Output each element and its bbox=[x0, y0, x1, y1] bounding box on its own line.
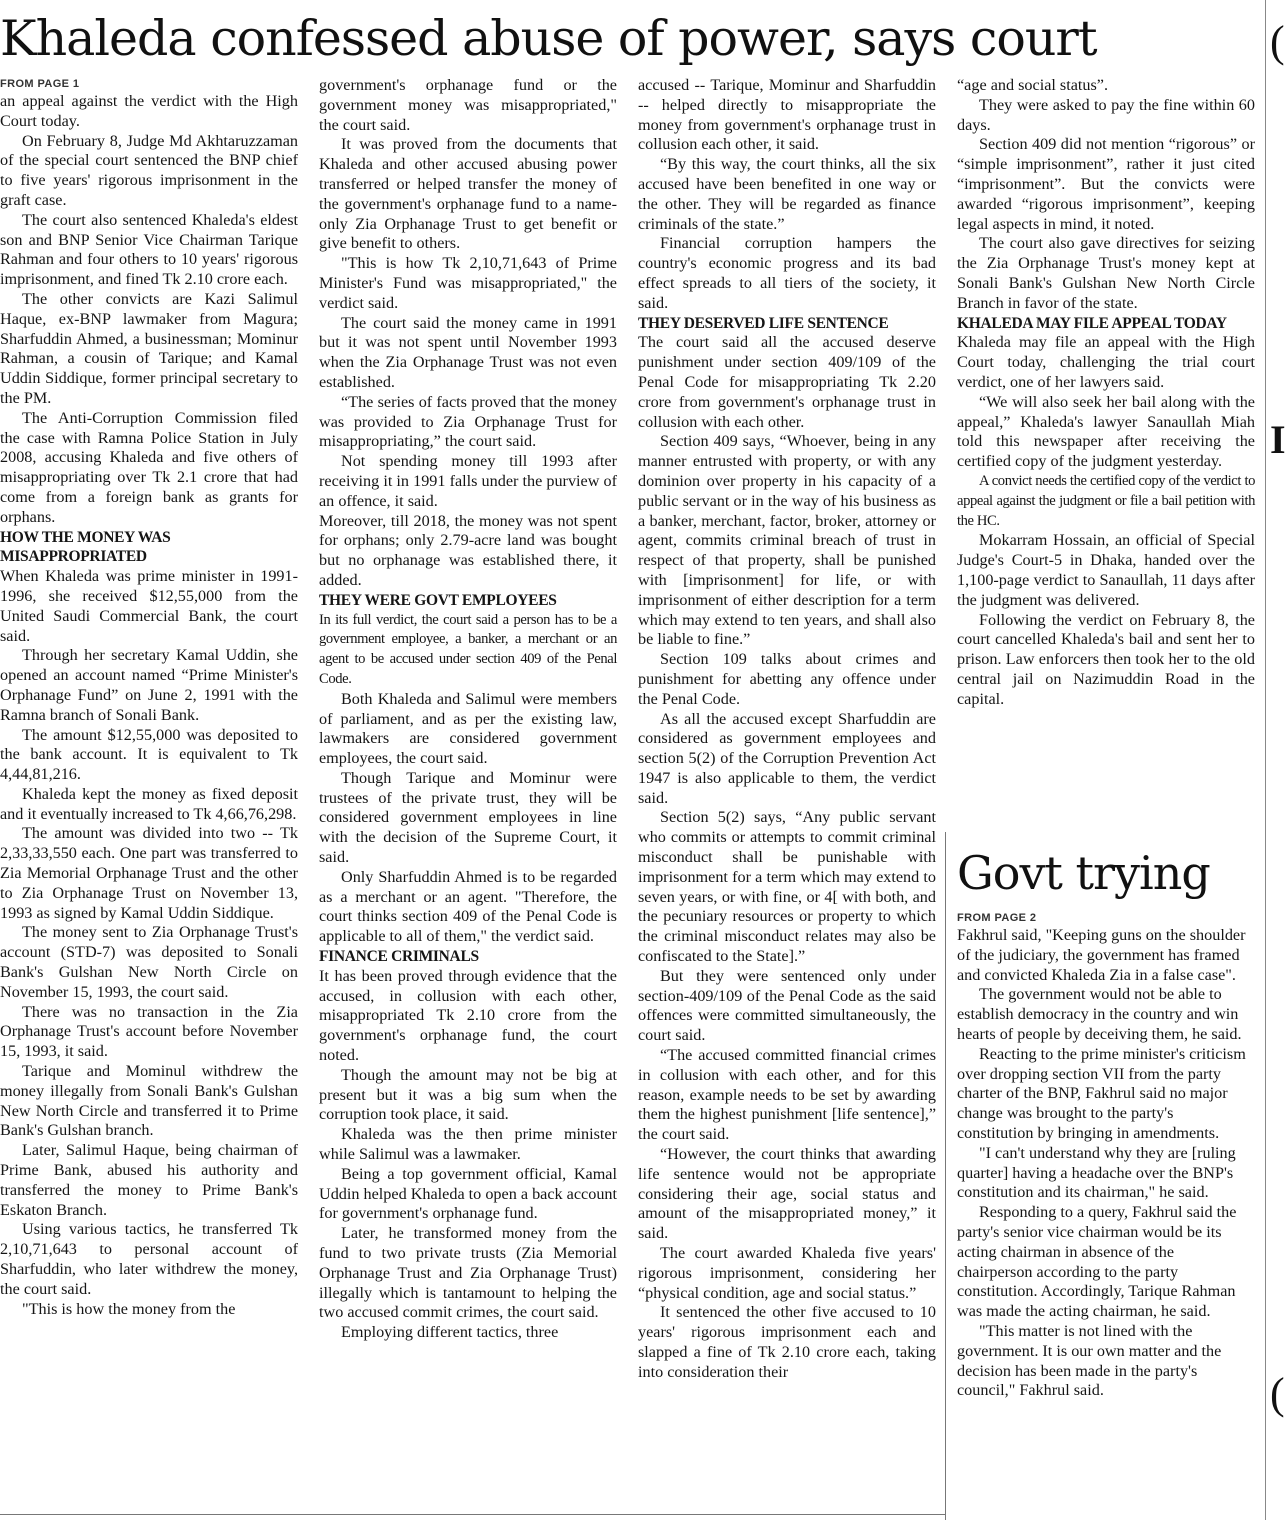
paragraph: Following the verdict on February 8, the court cancelled Khaleda's bail and sent her to prison. Law enforcers then took her to the old central jail on Nazimuddin Road in the capital. bbox=[957, 610, 1255, 708]
cropped-column-fragment: I bbox=[1270, 417, 1286, 462]
paragraph: Fakhrul said, "Keeping guns on the shoulder of the judiciary, the government has framed and convicted Khaleda Zia in a false case". bbox=[957, 926, 1246, 984]
paragraph: Khaleda was the then prime minister while Salimul was a lawmaker. bbox=[319, 1125, 617, 1164]
paragraph: The court awarded Khaleda five years' rigorous imprisonment, considering her “physical condition, age and social status.” bbox=[638, 1244, 936, 1302]
paragraph: government's orphanage fund or the government money was misappropriated," the court said. bbox=[319, 76, 617, 134]
subheading-finance-criminals: FINANCE CRIMINALS bbox=[319, 948, 479, 966]
paragraph: Though the amount may not be big at present but it was a big sum when the corruption took place, it said. bbox=[319, 1065, 617, 1124]
paragraph: The court also sentenced Khaleda's eldest son and BNP Senior Vice Chairman Tarique Rahman and four others to 10 years' rigorous imprisonment, and fined Tk 2.10 crore each. bbox=[0, 210, 298, 289]
paragraph: Later, Salimul Haque, being chairman of Prime Bank, abused his authority and transferred the money to Prime Bank's Eskaton Branch. bbox=[0, 1141, 298, 1219]
paragraph: The other convicts are Kazi Salimul Haque, ex-BNP lawmaker from Magura; Sharfuddin Ahmed, a businessman; Mominur Rahman, a cousin of Tarique; and Kamal Uddin Siddique, former principal secretary to the PM. bbox=[0, 289, 298, 407]
paragraph: Section 409 did not mention “rigorous” or “simple imprisonment”, rather it just cited “imprisonment”. But the convicts were awarded “rigorous imprisonment”, keeping legal aspects in mind, it noted. bbox=[957, 135, 1255, 233]
paragraph: Section 5(2) says, “Any public servant who commits or attempts to commit criminal misconduct shall be punishable with imprisonment for a term which may extend to seven years, or with fine, or 4[ with both, and the pecuniary resources or property to which the criminal misconduct relates may also be confiscated to the State].” bbox=[638, 808, 936, 966]
paragraph: On February 8, Judge Md Akhtaruzzaman of the special court sentenced the BNP chief to five years' rigorous imprisonment in the graft case. bbox=[0, 131, 298, 209]
paragraph: The Anti-Corruption Commission filed the case with Ramna Police Station in July 2008, accusing Khaleda and five others of misappropriating over Tk 2.1 crore that had come from a foreign bank as grants for orphans. bbox=[0, 408, 298, 526]
paragraph: Though Tarique and Mominur were trustees of the private trust, they will be considered government employees in line with the decision of the Supreme Court, it said. bbox=[319, 768, 617, 867]
paragraph: Employing different tactics, three bbox=[341, 1323, 559, 1342]
article-column-1 bbox=[0, 76, 298, 1516]
paragraph: But they were sentenced only under section-409/109 of the Penal Code as the said offences were committed simultaneously, the court said. bbox=[638, 966, 936, 1045]
paragraph: The court also gave directives for seizing the Zia Orphanage Trust's money kept at Sonali Bank's Gulshan New North Circle Branch in favor of the state. bbox=[957, 234, 1255, 312]
paragraph: Khaleda may file an appeal with the High Court today, challenging the trial court verdict, one of her lawyers said. bbox=[957, 333, 1255, 391]
subheading-govt-employees: THEY WERE GOVT EMPLOYEES bbox=[319, 591, 557, 609]
paragraph: Reacting to the prime minister's criticism over dropping section VII from the party charter of the BNP, Fakhrul said no major change was brought to the party's constitution by bringing in amendments. bbox=[957, 1044, 1246, 1142]
paragraph: "This matter is not lined with the government. It is our own matter and the decision has been made in the party's council," Fakhrul said. bbox=[957, 1321, 1222, 1400]
article-column-3 bbox=[638, 76, 936, 1516]
paragraph: They were asked to pay the fine within 60 days. bbox=[957, 95, 1255, 134]
paragraph: Mokarram Hossain, an official of Special Judge's Court-5 in Dhaka, handed over the 1,100-page verdict to Sanaullah, 11 days after the judgment was delivered. bbox=[957, 531, 1255, 609]
paragraph: It has been proved through evidence that the accused, in collusion with each other, misappropriated Tk 2.10 crore from the government's orphanage fund, the court noted. bbox=[319, 966, 617, 1065]
paragraph: accused -- Tarique, Mominur and Sharfuddin -- helped directly to misappropriate the money from government's orphanage trust in collusion each other, it said. bbox=[638, 76, 936, 154]
paragraph: When Khaleda was prime minister in 1991-1996, she received $12,55,000 from the United Saudi Commercial Bank, the court said. bbox=[0, 567, 298, 645]
subheading-how-money-misappropriated: HOW THE MONEY WAS MISAPPROPRIATED bbox=[0, 528, 171, 566]
paragraph: "I can't understand why they are [ruling quarter] having a headache over the BNP's constitution and its chairman," he said. bbox=[957, 1143, 1236, 1202]
govt-trying-body bbox=[957, 910, 1249, 1520]
cropped-column-fragment: ( bbox=[1270, 1369, 1285, 1418]
cropped-column-fragment: ( bbox=[1270, 17, 1285, 66]
paragraph: Tarique and Mominul withdrew the money illegally from Sonali Bank's Gulshan New North Circle and transferred it to Prime Bank's Gulshan branch. bbox=[0, 1062, 298, 1140]
paragraph: "This is how the money from the bbox=[22, 1299, 236, 1318]
bottom-rule bbox=[0, 1514, 945, 1515]
paragraph: "This is how Tk 2,10,71,643 of Prime Minister's Fund was misappropriated," the verdict said. bbox=[319, 254, 617, 312]
paragraph: Through her secretary Kamal Uddin, she opened an account named “Prime Minister's Orphanage Fund” on June 2, 1991 with the Ramna branch of Sonali Bank. bbox=[0, 646, 298, 724]
paragraph: Being a top government official, Kamal Uddin helped Khaleda to open a back account for government's orphanage fund. bbox=[319, 1164, 618, 1223]
paragraph: “The series of facts proved that the money was provided to Zia Orphanage Trust for misappropriating,” the court said. bbox=[319, 392, 617, 451]
paragraph: Section 109 talks about crimes and punishment for abetting any offence under the Penal Code. bbox=[638, 650, 936, 708]
paragraph: It sentenced the other five accused to 10 years' rigorous imprisonment each and slapped a fine of Tk 2.10 crore each, taking into consideration their bbox=[638, 1303, 936, 1381]
paragraph: The court said the money came in 1991 but it was not spent until November 1993 when the Zia Orphanage Trust was not even established. bbox=[319, 313, 617, 391]
paragraph: The amount $12,55,000 was deposited to the bank account. It is equivalent to Tk 4,44,81,216. bbox=[0, 725, 298, 784]
column-divider bbox=[945, 832, 946, 1520]
paragraph: There was no transaction in the Zia Orphanage Trust's account before November 15, 1993, it said. bbox=[0, 1002, 298, 1061]
paragraph: an appeal against the verdict with the High Court today. bbox=[0, 92, 298, 130]
paragraph: The government would not be able to establish democracy in the country and win hearts of people by deceiving them, he said. bbox=[957, 985, 1242, 1043]
paragraph: Only Sharfuddin Ahmed is to be regarded as a merchant or an agent. "Therefore, the court thinks section 409 of the Penal Code is applicable to all of them," the verdict said. bbox=[319, 867, 617, 946]
paragraph: The money sent to Zia Orphanage Trust's account (STD-7) was deposited to Sonali Bank's Gulshan New North Circle on November 15, 1993, the court said. bbox=[0, 923, 298, 1001]
subheading-appeal-today: KHALEDA MAY FILE APPEAL TODAY bbox=[957, 314, 1227, 332]
paragraph: It was proved from the documents that Khaleda and other accused abusing power transferred or helped transfer the money of the government's orphanage fund to a name-only Zia Orphanage Trust to get benefit or give benefit to others. bbox=[319, 135, 617, 253]
article-headline: Khaleda confessed abuse of power, says court bbox=[0, 10, 1097, 67]
paragraph: “However, the court thinks that awarding life sentence would not be appropriate considering their age, social status and amount of the misappropriated money,” it said. bbox=[638, 1145, 936, 1243]
article-column-2 bbox=[319, 76, 617, 1516]
paragraph: “We will also seek her bail along with the appeal,” Khaleda's lawyer Sanaullah Miah told this newspaper after receiving the certified copy of the judgment yesterday. bbox=[957, 392, 1255, 471]
paragraph: The court said all the accused deserve punishment under section 409/109 of the Penal Code for misappropriating Tk 2.20 crore from government's orphanage trust in collusion with each other. bbox=[638, 333, 936, 431]
paragraph: The amount was divided into two -- Tk 2,33,33,550 each. One part was transferred to Zia Memorial Orphanage Trust and the other to Zia Orphanage Trust on November 13, 1993 as signed by Kamal Uddin Siddique. bbox=[0, 824, 298, 922]
subheading-life-sentence: THEY DESERVED LIFE SENTENCE bbox=[638, 314, 889, 332]
paragraph: Khaleda kept the money as fixed deposit and it eventually increased to Tk 4,66,76,298. bbox=[0, 784, 298, 823]
govt-trying-headline: Govt trying bbox=[957, 846, 1210, 900]
column-divider bbox=[1265, 0, 1266, 1520]
paragraph: “The accused committed financial crimes in collusion with each other, and for this reason, example needs to be set by awarding them the highest punishment [life sentence],” the court said. bbox=[638, 1046, 936, 1144]
paragraph: Both Khaleda and Salimul were members of parliament, and as per the existing law, lawmakers are considered government employees, the court said. bbox=[319, 689, 617, 768]
paragraph: Financial corruption hampers the country's economic progress and its bad effect spreads to all tiers of the society, it said. bbox=[638, 234, 936, 312]
article-column-4 bbox=[957, 76, 1255, 776]
paragraph: Not spending money till 1993 after receiving it in 1991 falls under the purview of an offence, it said. bbox=[319, 452, 617, 510]
paragraph: A convict needs the certified copy of the verdict to appeal against the judgment or file a bail petition with the HC. bbox=[957, 472, 1255, 529]
paragraph: Section 409 says, “Whoever, being in any manner entrusted with property, or with any dominion over property in his capacity of a public servant or in the way of his business as a banker, merchant, factor, broker, attorney or agent, commits criminal breach of trust in respect of that property, shall be punished with [imprisonment] for life, or with imprisonment of either description for a term which may extend to ten years, and shall also be liable to fine.” bbox=[638, 432, 936, 649]
paragraph: Using various tactics, he transferred Tk 2,10,71,643 to personal account of Sharfuddin, who later withdrew the money, the court said. bbox=[0, 1220, 298, 1298]
from-page-kicker: FROM PAGE 2 bbox=[957, 912, 1037, 924]
paragraph: In its full verdict, the court said a person has to be a government employee, a banker, a merchant or an agent to be accused under section 409 of the Penal Code. bbox=[319, 611, 617, 687]
paragraph: Moreover, till 2018, the money was not spent for orphans; only 2.79-acre land was bought but no orphanage was established there, it added. bbox=[319, 511, 617, 589]
paragraph: “By this way, the court thinks, all the six accused have been benefited in one way or the other. They will be regarded as finance criminals of the state.” bbox=[638, 155, 936, 233]
paragraph: “age and social status”. bbox=[957, 76, 1109, 94]
paragraph: Responding to a query, Fakhrul said the party's senior vice chairman would be its acting chairman in absence of the chairperson according to the party constitution. Accordingly, Tarique Rahman was made the acting chairman, he said. bbox=[957, 1203, 1237, 1321]
paragraph: As all the accused except Sharfuddin are considered as government employees and section 5(2) of the Corruption Prevention Act 1947 is also applicable to them, the verdict said. bbox=[638, 709, 936, 807]
paragraph: Later, he transformed money from the fund to two private trusts (Zia Memorial Orphanage Trust and Zia Orphanage Trust) illegally which is tantamount to helping the two accused commit crimes, the court said. bbox=[319, 1224, 617, 1322]
from-page-kicker: FROM PAGE 1 bbox=[0, 78, 80, 90]
